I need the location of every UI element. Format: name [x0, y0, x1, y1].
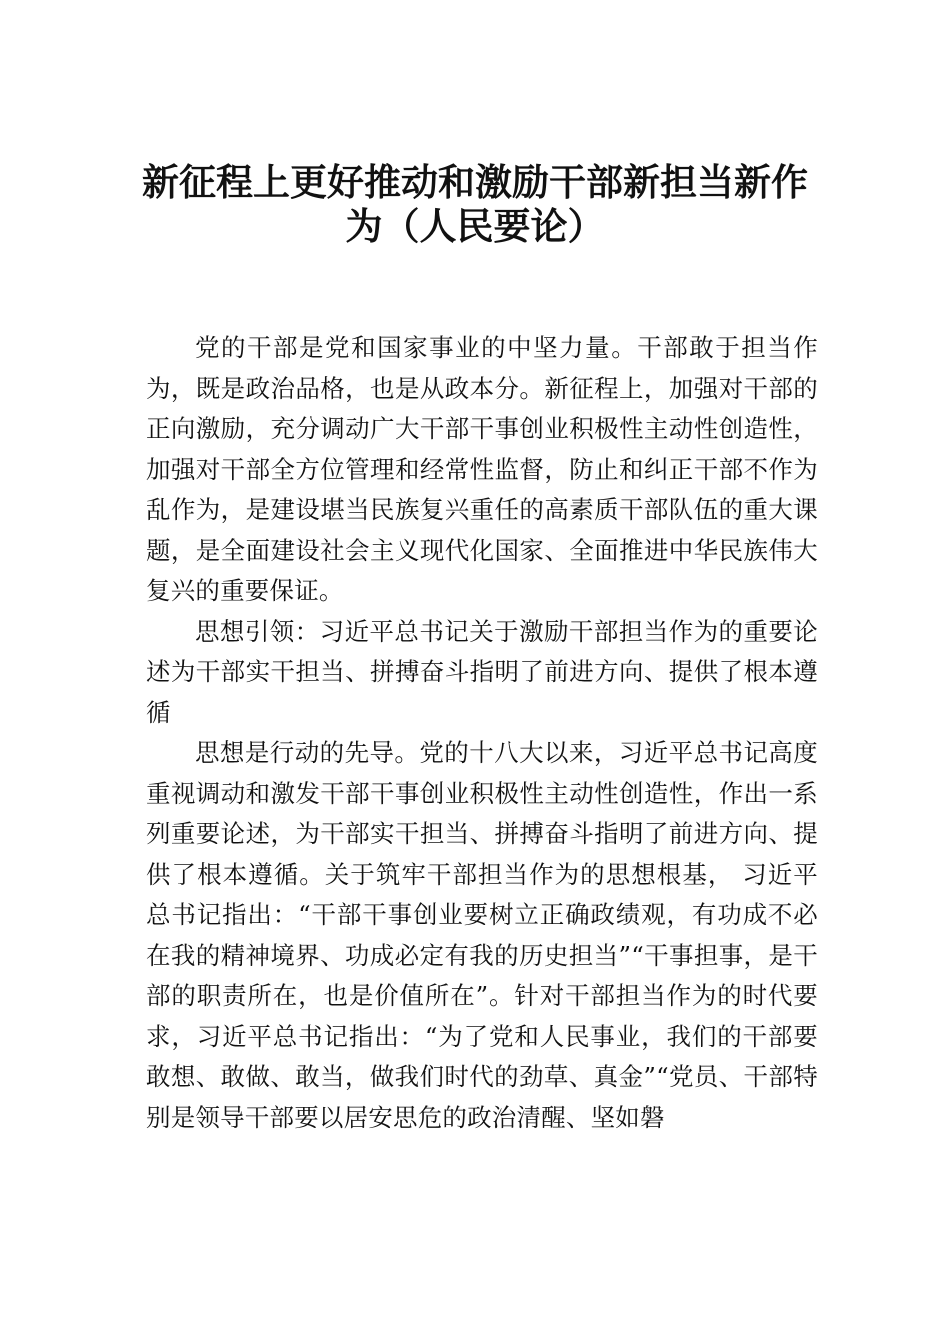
document-title-line-1: 新征程上更好推动和激励干部新担当新作	[142, 161, 808, 204]
document-body	[146, 328, 818, 1138]
paragraph-intro: 党的干部是党和国家事业的中坚力量。干部敢于担当作为，既是政治品格，也是从政本分。新征程上，加强对干部的正向激励，充分调动广大干部干事创业积极性主动性创造性，加强对干部全方位管理和经常性监督，防止和纠正干部不作为乱作为，是建设堪当民族复兴重任的高素质干部队伍的重大课题，是全面建设社会主义现代化国家、全面推进中华民族伟大复兴的重要保证。	[146, 333, 818, 605]
document-title-line-2: 为（人民要论）	[345, 205, 605, 248]
paragraph-thought-guidance: 思想是行动的先导。党的十八大以来，习近平总书记高度重视调动和激发干部干事创业积极性主动性创造性，作出一系列重要论述，为干部实干担当、拼搏奋斗指明了前进方向、提供了根本遵循。关于筑牢干部担当作为的思想根基， 习近平总书记指出：“干部干事创业要树立正确政绩观，有功成不必在我的精神境界、功成必定有我的历史担当”“干事担事，是干部的职责所在，也是价值所在”。针对干部担当作为的时代要求，习近平总书记指出：“为了党和人民事业，我们的干部要敢想、敢做、敢当，做我们时代的劲草、真金”“党员、干部特别是领导干部要以居安思危的政治清醒、坚如磐	[146, 738, 818, 1132]
paragraph-section-heading: 思想引领：习近平总书记关于激励干部担当作为的重要论述为干部实干担当、拼搏奋斗指明了前进方向、提供了根本遵循	[146, 616, 818, 727]
